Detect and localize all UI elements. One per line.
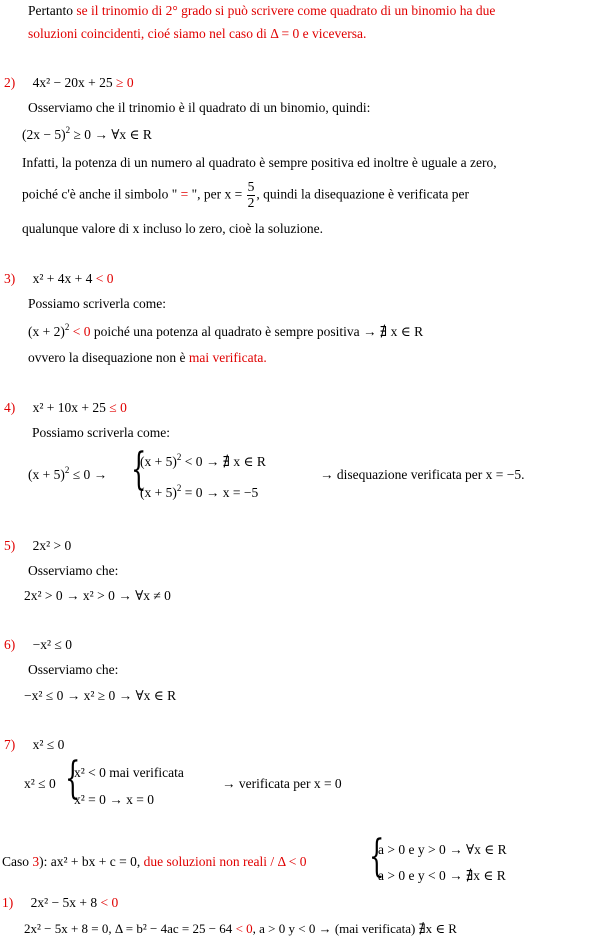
caso-3-case-2: a > 0 e y < 0 → ∄x ∈ R: [378, 868, 506, 883]
exercise-number: 2): [4, 75, 16, 90]
exercise-3-text-2: ovvero la disequazione non è mai verificata.: [28, 350, 267, 365]
exercise-4-formula: $(x + 5)^2 \le 0$ →: [28, 465, 108, 482]
exercise-7-case-1: x² < 0 mai verificata: [74, 765, 184, 780]
exercise-2-text-1: Osserviamo che il trinomio è il quadrato di un binomio, quindi:: [28, 100, 371, 115]
exercise-7-heading: [4, 738, 64, 752]
intro-text: Pertanto: [28, 3, 77, 18]
system-brace: {: [65, 753, 81, 804]
inequality-sign: < 0: [95, 271, 114, 286]
exercise-number: 4): [4, 400, 16, 415]
inequality-sign: < 0: [100, 895, 119, 910]
intro-highlight: se il trinomio di 2° grado si può scrivere come quadrato di un binomio ha due: [76, 3, 496, 18]
exercise-5-formula: 2x² > 0 → x² > 0 → ∀x ≠ 0: [24, 588, 171, 603]
exercise-2-text-2: Infatti, la potenza di un numero al quadrato è sempre positiva ed inoltre è uguale a zero,: [22, 155, 497, 170]
caso-3-heading: Caso 3): ax² + bx + c = 0, due soluzioni non reali / Δ < 0: [2, 854, 307, 869]
exercise-3-formula: $(x + 2)^2 < 0$ poiché una potenza al quadrato è sempre positiva → ∄ x ∈ R: [28, 322, 424, 339]
exercise-number: 1): [2, 895, 14, 910]
exercise-7-formula: x² ≤ 0: [24, 776, 56, 791]
exercise-6-heading: [4, 638, 72, 652]
inequality-lhs: 4x² − 20x + 25: [32, 75, 113, 90]
exercise-number: 7): [4, 737, 16, 752]
exercise-4-heading: [4, 401, 127, 415]
exercise-4-text-1: Possiamo scriverla come:: [32, 425, 170, 440]
inequality-lhs: x² + 10x + 25: [32, 400, 106, 415]
inequality-lhs: 2x² − 5x + 8: [30, 895, 98, 910]
intro-line-2: soluzioni coincidenti, cioé siamo nel caso di Δ = 0 e viceversa.: [28, 26, 367, 41]
exercise-3-text-1: Possiamo scriverla come:: [28, 296, 166, 311]
exercise-7-result: → verificata per x = 0: [222, 776, 342, 791]
exercise-5-heading: [4, 539, 71, 553]
exercise-1-formula: 2x² − 5x + 8 = 0, Δ = b² − 4ac = 25 − 64 < 0, a > 0 y < 0 → (mai verificata) ∄x ∈ R: [24, 921, 457, 936]
exercise-4-case-2: $(x + 5)^2 = 0 \to x = -5$: [140, 483, 259, 500]
exercise-number: 6): [4, 637, 16, 652]
intro-line-1: [28, 4, 495, 18]
inequality-sign: ≤ 0: [109, 400, 127, 415]
system-brace: {: [131, 444, 147, 495]
exercise-6-formula: −x² ≤ 0 → x² ≥ 0 → ∀x ∈ R: [24, 688, 177, 703]
system-brace: {: [369, 831, 385, 882]
inequality-lhs: x² + 4x + 4: [32, 271, 93, 286]
inequality: 2x² > 0: [32, 538, 72, 553]
exercise-number: 3): [4, 271, 16, 286]
exercise-4-result: → disequazione verificata per x = −5.: [320, 467, 525, 482]
inequality: x² ≤ 0: [32, 737, 65, 752]
exercise-2-text-4: qualunque valore di x incluso lo zero, cioè la soluzione.: [22, 221, 324, 236]
exercise-2-text-3: poiché c'è anche il simbolo " = ", per x = $\frac{5}{2}$ , quindi la disequazione è verificata per: [22, 179, 469, 210]
exercise-2-formula: $(2x - 5)^2 \ge 0$ → ∀x ∈ R: [22, 125, 152, 142]
exercise-5-text-1: Osserviamo che:: [28, 563, 119, 578]
inequality-sign: ≥ 0: [116, 75, 134, 90]
exercise-7-case-2: x² = 0 → x = 0: [74, 792, 155, 807]
exercise-6-text-1: Osserviamo che:: [28, 662, 119, 677]
inequality: −x² ≤ 0: [32, 637, 72, 652]
exercise-4-case-1: $(x + 5)^2 < 0$ → ∄ x ∈ R: [140, 452, 266, 469]
caso-3-case-1: a > 0 e y > 0 → ∀x ∈ R: [378, 842, 507, 857]
fraction: $\frac{5}{2}$: [247, 179, 255, 210]
exercise-number: 5): [4, 538, 16, 553]
exercise-1-heading: [2, 896, 118, 910]
exercise-3-heading: [4, 272, 114, 286]
exercise-2-heading: [4, 76, 134, 90]
